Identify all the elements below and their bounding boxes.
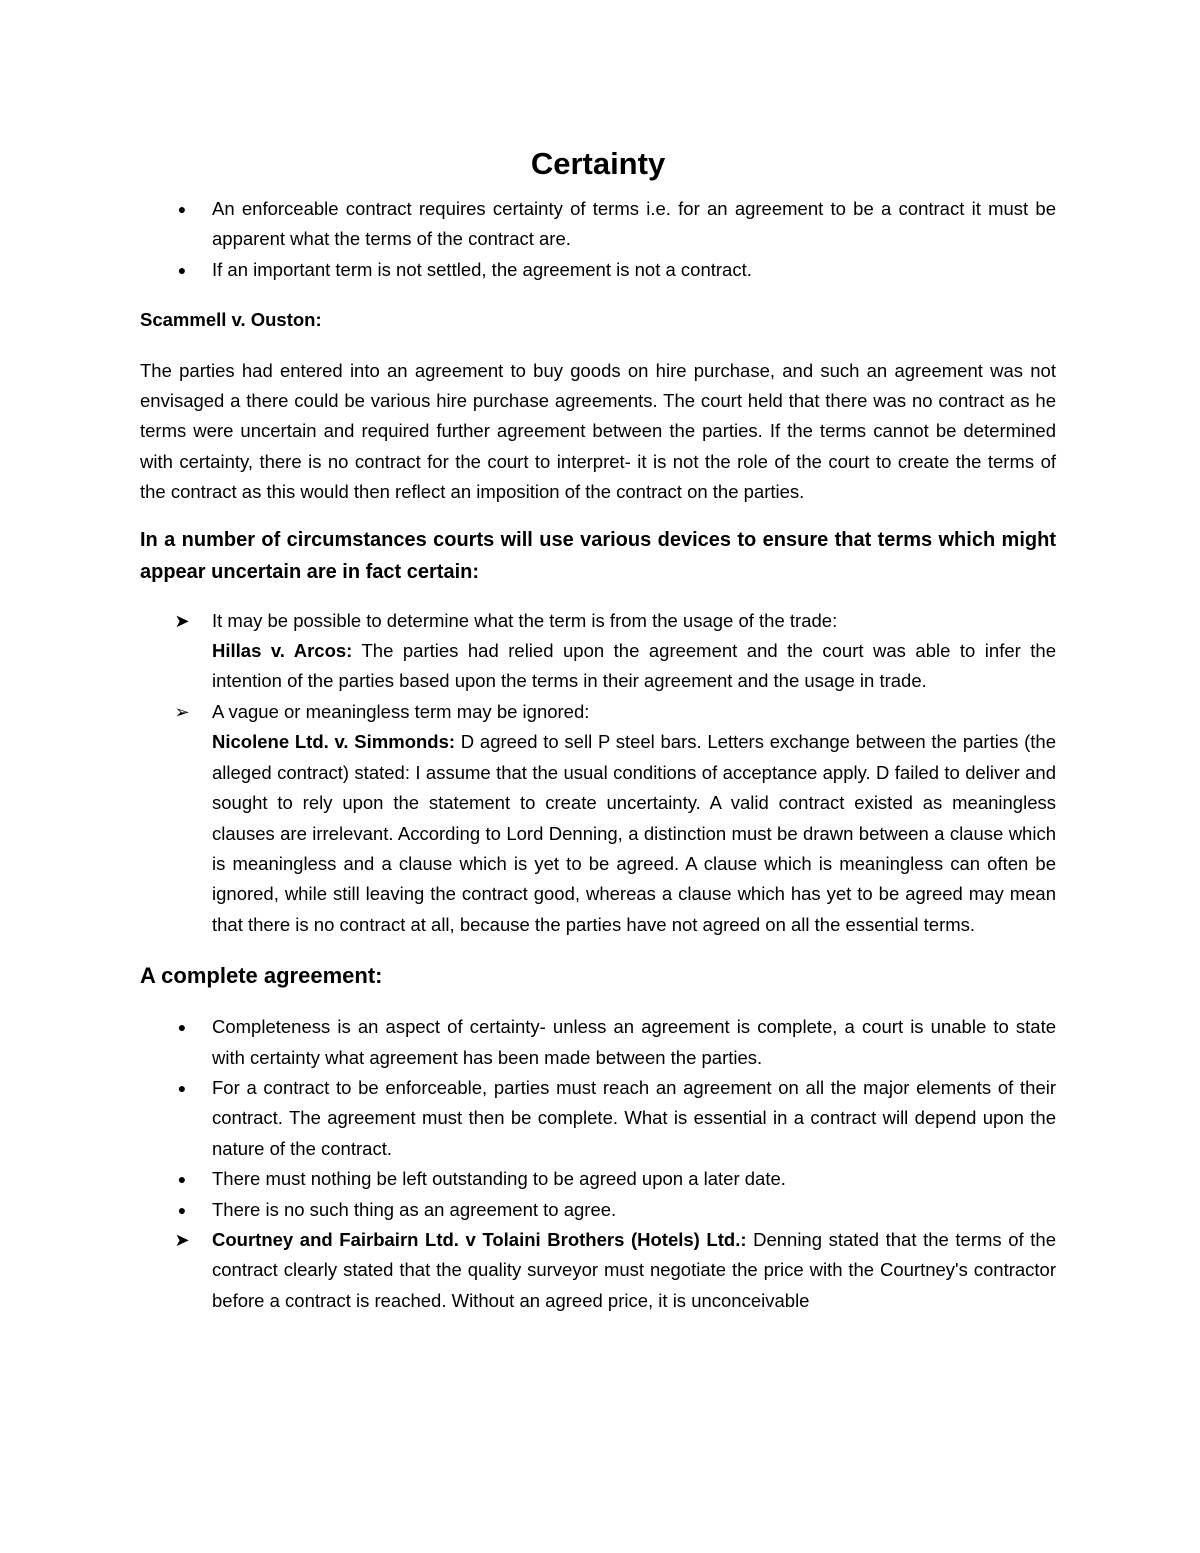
list-item bbox=[140, 194, 1056, 255]
list-item bbox=[140, 1012, 1056, 1073]
device-text: It may be possible to determine what the term is from the usage of the trade: bbox=[212, 609, 838, 631]
arrow-outline-bullet-icon: ➢ bbox=[174, 701, 190, 722]
intro-bullet-list bbox=[140, 194, 1056, 285]
list-item-text: For a contract to be enforceable, parties must reach an agreement on all the major elements of their contract. The agreement must then be complete. What is essential in a contract will depend upon the nature of the contract. bbox=[212, 1076, 1056, 1159]
list-item bbox=[140, 697, 1056, 940]
case-name-nicolene: Nicolene Ltd. v. Simmonds: bbox=[212, 731, 456, 753]
complete-agreement-heading: A complete agreement: bbox=[140, 963, 383, 989]
list-item bbox=[140, 606, 1056, 697]
arrow-bullet-icon: ➤ bbox=[174, 610, 190, 631]
document-content bbox=[140, 140, 1056, 1316]
list-item-text: There is no such thing as an agreement to agree. bbox=[212, 1198, 617, 1220]
list-item-text: If an important term is not settled, the agreement is not a contract. bbox=[212, 258, 752, 280]
bullet-icon: ● bbox=[177, 261, 187, 278]
list-item bbox=[140, 1195, 1056, 1225]
complete-bullet-list bbox=[140, 1012, 1056, 1316]
case-text-hillas: The parties had relied upon the agreement and the court was able to infer the intention of the parties based upon the terms in their agreement and the usage in trade. bbox=[212, 640, 1056, 692]
bullet-icon: ● bbox=[177, 1201, 187, 1218]
case-text-courtney: Denning stated that the terms of the contract clearly stated that the quality surveyor must negotiate the price with the Courtney's contractor before a contract is reached. Without an agreed price, it is unconceivable bbox=[212, 1228, 1056, 1311]
list-item bbox=[140, 1164, 1056, 1194]
bullet-icon: ● bbox=[177, 201, 187, 217]
list-item bbox=[140, 1225, 1056, 1316]
bullet-icon: ● bbox=[177, 1171, 187, 1188]
devices-heading: In a number of circumstances courts will use various devices to ensure that terms which might appear uncertain are in fact certain: bbox=[140, 528, 1056, 583]
case-body-scammell: The parties had entered into an agreement to buy goods on hire purchase, and such an agreement was not envisaged a there could be various hire purchase agreements. The court held that there was no contract as he terms were uncertain and required further agreement between the parties. If the terms cannot be determined with certainty, there is no contract for the court to interpret- it is not the role of the court to create the terms of the contract as this would then reflect an imposition of the contract on the parties. bbox=[140, 359, 1056, 503]
list-item-text: An enforceable contract requires certainty of terms i.e. for an agreement to be a contract it must be apparent what the terms of the contract are. bbox=[212, 198, 1056, 250]
case-heading-scammell: Scammell v. Ouston: bbox=[140, 309, 322, 331]
arrow-bullet-icon: ➤ bbox=[174, 1229, 190, 1250]
bullet-icon: ● bbox=[177, 1079, 187, 1096]
bullet-icon: ● bbox=[177, 1019, 187, 1036]
page-title: Certainty bbox=[530, 146, 666, 181]
case-text-nicolene: D agreed to sell P steel bars. Letters exchange between the parties (the alleged contract) stated: I assume that the usual conditions of acceptance apply. D failed to deliver and sought to rely upon the statement to create uncertainty. A valid contract existed as meaningless clauses are irrelevant. According to Lord Denning, a distinction must be drawn between a clause which is meaningless and a clause which is yet to be agreed. A clause which is meaningless can often be ignored, while still leaving the contract good, whereas a clause which has yet to be agreed may mean that there is no contract at all, because the parties have not agreed on all the essential terms. bbox=[212, 731, 1056, 935]
devices-list bbox=[140, 606, 1056, 940]
case-name-courtney: Courtney and Fairbairn Ltd. v Tolaini Brothers (Hotels) Ltd.: bbox=[212, 1228, 747, 1250]
case-name-hillas: Hillas v. Arcos: bbox=[212, 640, 353, 662]
list-item bbox=[140, 255, 1056, 285]
list-item-text: There must nothing be left outstanding to be agreed upon a later date. bbox=[212, 1168, 786, 1190]
device-text: A vague or meaningless term may be ignored: bbox=[212, 700, 590, 722]
list-item-text: Completeness is an aspect of certainty- unless an agreement is complete, a court is unable to state with certainty what agreement has been made between the parties. bbox=[212, 1016, 1056, 1068]
list-item bbox=[140, 1073, 1056, 1164]
